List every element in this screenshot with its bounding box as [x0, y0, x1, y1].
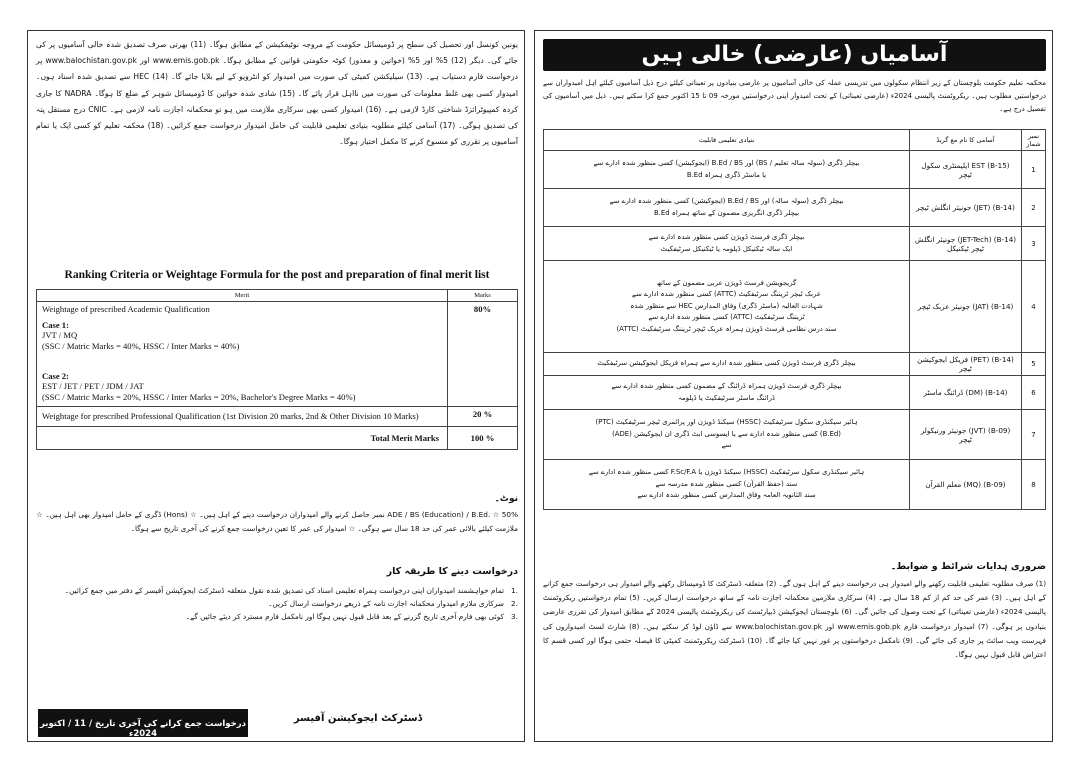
total-row [37, 426, 518, 449]
post-qualification: بیچلر ڈگری فرسٹ ڈویژن ہمراہ ڈرائنگ کے مضمون کسی منظور شدہ ادارے سے ڈرائنگ ماسٹر سرٹیفکیٹ یا ڈپلومہ [544, 376, 910, 410]
post-number: 6 [1022, 376, 1046, 410]
post-qualification: بیچلر ڈگری فرسٹ ڈویژن کسی منظور شدہ ادارے سے ایک سالہ ٹیکنیکل ڈپلومہ یا ٹیکنیکل سرٹیفکیٹ [544, 227, 910, 261]
merit-column-header: Merit [37, 290, 448, 302]
vacancies-intro-text: محکمہ تعلیم حکومت بلوچستان کے زیر انتظام سکولوں میں تدریسی عملہ کی خالی آسامیوں پر عارضی بنیادوں پر تعیناتی کیلئے درج ذیل آسامیوں کیلئے اہل امیدواران سے درخواستیں مطلوب ہیں۔ ریکروٹمنٹ پالیسی 2024ء (عارضی تعیناتی) کے تحت امیدوار اپنی درخواستیں مورخہ 09 تا 15 اکتوبر جمع کرا سکتے ہیں۔ ذیل میں آسامیوں کی تفصیل درج ہے۔ [543, 79, 1046, 113]
post-qualification: ہائیر سیکنڈری سکول سرٹیفکیٹ (HSSC) سیکنڈ ڈویژن اور پرائمری ٹیچر سرٹیفکیٹ (PTC) (B.Ed) کسی منظور شدہ ادارے سے یا ایسوسی ایٹ ڈگری ان ایجوکیشن (ADE) سے [544, 410, 910, 460]
note-heading: نوٹ۔ [494, 494, 518, 504]
case1-title: Case 1: [42, 319, 69, 330]
table-row [544, 261, 1046, 353]
vacancies-header: آسامیاں (عارضی) خالی ہیں [543, 39, 1046, 71]
right-panel [534, 30, 1053, 742]
post-name-column-header: آسامی کا نام مع گریڈ [910, 130, 1022, 151]
academic-qualification-cell [37, 302, 448, 407]
list-item: .3کوئی بھی فارم آخری تاریخ گزرنے کے بعد قابل قبول نہیں ہوگا اور نامکمل فارم مسترد کر دیئے جائیں گے۔ [185, 612, 518, 621]
post-number: 2 [1022, 189, 1046, 227]
case2-title: Case 2: [42, 370, 69, 381]
post-qualification: بیچلر ڈگری (سولہ سالہ) اور B.Ed / BS (ایجوکیشن) کسی منظور شدہ ادارے سے بیچلر ڈگری انگریزی مضمون کے ساتھ ہمراہ B.Ed [544, 189, 910, 227]
list-item: .2سرکاری ملازم امیدوار محکمانہ اجازت نامہ کے ذریعے درخواست ارسال کریں۔ [268, 599, 518, 608]
post-name: (B-14) (JAT) جونیئر عربک ٹیچر [910, 261, 1022, 353]
conditions-continued-text: یونین کونسل اور تحصیل کی سطح پر ڈومیسائل حکومت کے مروجہ نوٹیفکیشن کے مطابق ہوگا۔ (11) بھرتی صرف تصدیق شدہ خالی آسامیوں پر کی جائے گی۔ دیگر (12) 5% اور 5% (خواتین و معذور) کوٹہ حکومتی قوانین کے مطابق ہوگا۔ www.emis.gob.pk اور www.balochistan.gov.pk پر درخواست فارم دستیاب ہے۔ (13) سیلیکشن کمیٹی کی صورت میں امیدوار کو انٹرویو کے لیے بلایا جائے گا۔ (14) HEC سے تصدیق شدہ اسناد ہوں۔ امیدوار کسی بھی غلط معلومات کی صورت میں نااہل قرار پائے گا۔ (15) شادی شدہ خواتین کا ڈومیسائل شوہر کے ضلع کا ہوگا۔ NADRA کا جاری کردہ کمپیوٹرائزڈ شناختی کارڈ لازمی ہے۔ (16) امیدوار کسی بھی سرکاری ملازمت میں ہو تو محکمانہ اجازت نامہ لازمی ہے۔ CNIC درج مستقل پتہ کی تصدیق ہوگی۔ (17) آسامی کیلئے مطلوبہ بنیادی تعلیمی قابلیت کی حامل امیدوار درخواست جمع کرائیں۔ (18) محکمہ تعلیم کو کسی ایک یا تمام آسامیوں پر تقرری کو منسوخ کرنے کا مکمل اختیار ہوگا۔ [36, 40, 518, 147]
table-row [544, 189, 1046, 227]
post-number: 1 [1022, 151, 1046, 189]
case2-posts: EST / JET / PET / JDM / JAT [42, 380, 144, 391]
post-qualification: ہائیر سیکنڈری سکول سرٹیفکیٹ (HSSC) سیکنڈ ڈویژن یا F.Sc/F.A کسی منظور شدہ ادارے سے سند (حفظ القرآن) کسی منظور شدہ مدرسہ سے سند الثانویہ العامہ وفاق المدارس کسی منظور شدہ ادارے سے [544, 460, 910, 510]
table-row [544, 151, 1046, 189]
case1-posts: JVT / MQ [42, 329, 78, 340]
how-to-apply-list [36, 584, 518, 623]
professional-marks: 20 % [448, 406, 518, 426]
post-name: EST (B-15) ایلیمنٹری سکول ٹیچر [910, 151, 1022, 189]
terms-heading: ضروری ہدایات شرائط و ضوابط۔ [890, 561, 1046, 572]
how-to-apply-heading: درخواست دینے کا طریقہ کار [386, 566, 518, 577]
table-row [544, 460, 1046, 510]
academic-label: Weightage of prescribed Academic Qualification [42, 304, 210, 314]
table-row [544, 353, 1046, 376]
serial-column-header: نمبر شمار [1022, 130, 1046, 151]
post-qualification: بیچلر ڈگری فرسٹ ڈویژن کسی منظور شدہ ادارے سے ہمراہ فزیکل ایجوکیشن سرٹیفکیٹ [544, 353, 910, 376]
posts-table [543, 129, 1046, 510]
qualification-column-header: بنیادی تعلیمی قابلیت [544, 130, 910, 151]
advertisement-page [27, 30, 1053, 742]
table-header-row [37, 290, 518, 302]
post-name: (B-09) (MQ) معلم القرآن [910, 460, 1022, 510]
ranking-criteria-table [36, 289, 518, 450]
district-education-officer: ڈسٹرکٹ ایجوکیشن آفیسر [293, 713, 423, 724]
terms-text: (1) صرف مطلوبہ تعلیمی قابلیت رکھنے والے امیدوار ہی درخواست دینے کے اہل ہوں گے۔ (2) متعلقہ ڈسٹرکٹ کا ڈومیسائل رکھنے والے امیدوار ہی درخواست جمع کرانے کے اہل ہیں۔ (3) عمر کی حد کم از کم 18 سال ہے۔ (4) سرکاری ملازمین محکمانہ اجازت نامہ کے ساتھ درخواست ارسال کریں۔ (5) تمام درخواستیں ریکروٹمنٹ پالیسی 2024ء (عارضی تعیناتی) کے تحت وصول کی جائیں گی۔ (6) بلوچستان ایجوکیشن ڈیپارٹمنٹ کی ریکروٹمنٹ پالیسی 2024 کے مطابق امیدوار کی تقرری عارضی بنیادوں پر ہوگی۔ (7) امیدوار درخواست فارم www.emis.gob.pk اور www.balochistan.gov.pk سے ڈاؤن لوڈ کر سکتے ہیں۔ (8) شارٹ لسٹ امیدواروں کی فہرست ویب سائٹ پر جاری کی جائے گی۔ (9) نامکمل درخواستوں پر غور نہیں کیا جائے گا۔ (10) ڈسٹرکٹ ریکروٹمنٹ کمیٹی کا فیصلہ حتمی ہوگا اور کسی قسم کا اعتراض قابل قبول نہیں ہوگا۔ [543, 579, 1047, 660]
marks-column-header: Marks [448, 290, 518, 302]
professional-qualification-label: Weightage for prescribed Professional Qualification (1st Division 20 marks, 2nd & Other Division 10 Marks) [37, 406, 448, 426]
total-label: Total Merit Marks [37, 426, 448, 449]
list-item: .1تمام خواہشمند امیدواران اپنی درخواست ہمراہ تعلیمی اسناد کی تصدیق شدہ نقول متعلقہ ڈسٹرکٹ ایجوکیشن آفیسر کے دفتر میں جمع کرائیں۔ [64, 586, 518, 595]
post-name: (B-14) (JET) جونیئر انگلش ٹیچر [910, 189, 1022, 227]
left-panel [27, 30, 525, 742]
post-number: 5 [1022, 353, 1046, 376]
deadline-text: درخواست جمع کرانے کی آخری تاریخ / 11 / اکتوبر 2024ء [39, 719, 247, 739]
post-name: (B-14) (JET-Tech) جونیئر انگلش ٹیچر ٹیکنیکل [910, 227, 1022, 261]
ranking-criteria-title: Ranking Criteria or Weightage Formula for the post and preparation of final merit list [64, 269, 490, 281]
post-number: 8 [1022, 460, 1046, 510]
note-text: ADE / BS (Education) / B.Ed. ☆ 50% نمبر حاصل کرنے والے امیدواران درخواست دینے کے اہل ہیں۔ ☆ (Hons) ڈگری کے حامل امیدوار بھی اہل ہیں۔ ☆ ملازمت کیلئے بالائی عمر کی حد 18 سال سے ہوگی۔ ☆ امیدوار کی عمر کا تعین درخواست جمع کرنے کی آخری تاریخ سے ہوگا۔ [36, 510, 518, 533]
post-name: (B-09) (JVT) جونیئر ورنیکولر ٹیچر [910, 410, 1022, 460]
post-name: (B-14) (PET) فزیکل ایجوکیشن ٹیچر [910, 353, 1022, 376]
post-qualification: بیچلر ڈگری (سولہ سالہ تعلیم / BS) اور B.Ed / BS (ایجوکیشن) کسی منظور شدہ ادارے سے یا ماسٹر ڈگری ہمراہ B.Ed [544, 151, 910, 189]
table-row [37, 406, 518, 426]
post-number: 4 [1022, 261, 1046, 353]
table-header-row [544, 130, 1046, 151]
table-row [37, 302, 518, 407]
table-row [544, 376, 1046, 410]
post-number: 7 [1022, 410, 1046, 460]
case1-formula: (SSC / Matric Marks = 40%, HSSC / Inter Marks = 40%) [42, 341, 240, 351]
post-qualification: گریجویشن فرسٹ ڈویژن عربی مضمون کے ساتھ عربک ٹیچر ٹریننگ سرٹیفکیٹ (ATTC) کسی منظور شدہ ادارے سے شہادت العالیہ (ماسٹر ڈگری) وفاق المدارس HEC سے منظور شدہ ٹریننگ سرٹیفکیٹ (ATTC) کسی منظور شدہ ادارے سے سند درس نظامی فرسٹ ڈویژن ہمراہ عربک ٹیچر ٹریننگ سرٹیفکیٹ (ATTC) [544, 261, 910, 353]
case2-formula: (SSC / Matric Marks = 20%, HSSC / Inter Marks = 20%, Bachelor's Degree Marks = 40%) [42, 392, 356, 402]
post-name: (B-14) (DM) ڈرائنگ ماسٹر [910, 376, 1022, 410]
table-row [544, 227, 1046, 261]
table-row [544, 410, 1046, 460]
academic-marks: 80% [448, 302, 518, 407]
total-marks: 100 % [448, 426, 518, 449]
post-number: 3 [1022, 227, 1046, 261]
